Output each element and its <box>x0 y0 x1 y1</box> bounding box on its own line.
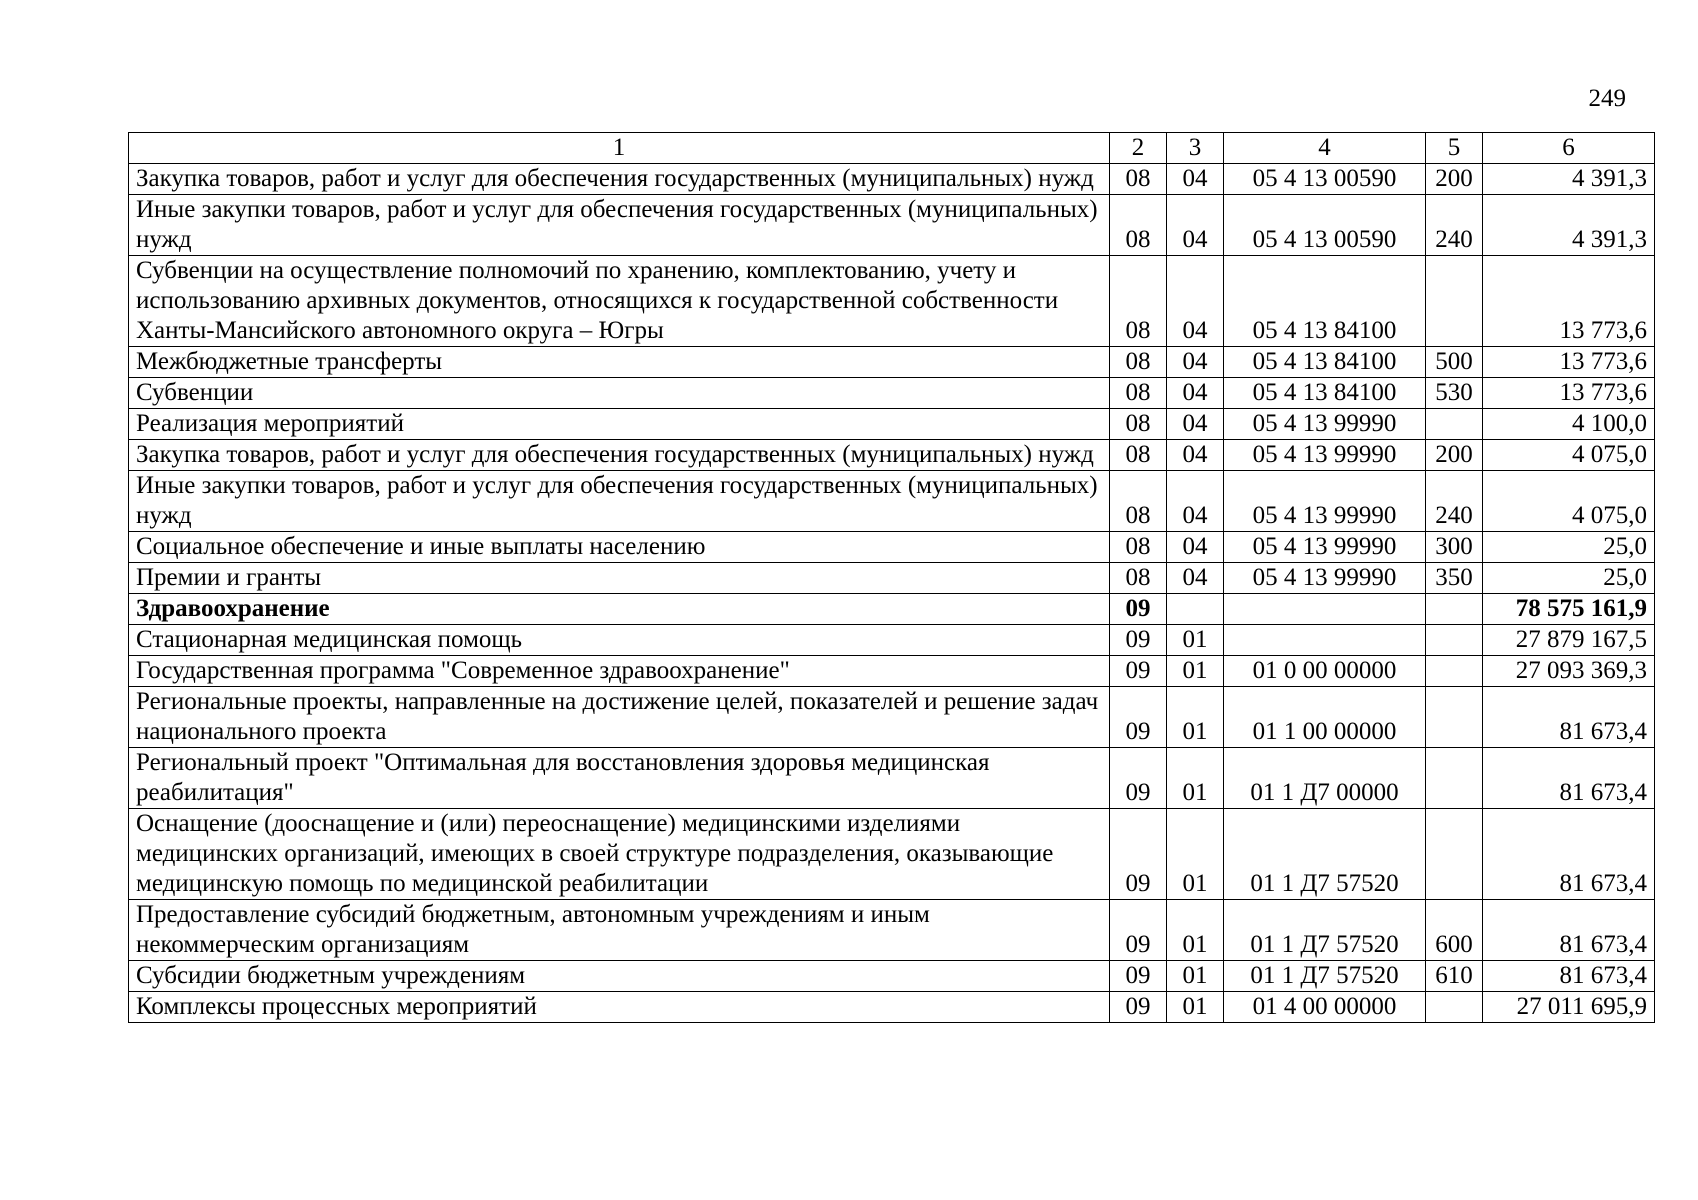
table-row <box>129 440 1655 471</box>
row-amount-cell: 27 879 167,5 <box>1483 625 1655 656</box>
budget-table-body <box>129 133 1655 1023</box>
row-expense-type-cell: 350 <box>1426 563 1483 594</box>
row-name-cell: Закупка товаров, работ и услуг для обеспечения государственных (муниципальных) нужд <box>129 164 1110 195</box>
table-row <box>129 748 1655 809</box>
row-target-code-cell: 05 4 13 00590 <box>1224 164 1426 195</box>
header-cell-6: 6 <box>1483 133 1655 164</box>
row-section-cell: 09 <box>1110 594 1167 625</box>
header-cell-4: 4 <box>1224 133 1426 164</box>
row-amount-cell: 27 011 695,9 <box>1483 992 1655 1023</box>
row-subsection-cell: 04 <box>1167 440 1224 471</box>
table-row <box>129 961 1655 992</box>
row-name-cell: Оснащение (дооснащение и (или) переоснащение) медицинскими изделиями медицинских организаций, имеющих в своей структуре подразделения, оказывающие медицинскую помощь по медицинской реабилитации <box>129 809 1110 900</box>
table-row <box>129 471 1655 532</box>
row-amount-cell: 81 673,4 <box>1483 961 1655 992</box>
header-cell-5: 5 <box>1426 133 1483 164</box>
row-target-code-cell: 01 1 Д7 57520 <box>1224 961 1426 992</box>
row-section-cell: 09 <box>1110 656 1167 687</box>
row-target-code-cell: 05 4 13 99990 <box>1224 532 1426 563</box>
table-row <box>129 656 1655 687</box>
table-row <box>129 378 1655 409</box>
row-amount-cell: 27 093 369,3 <box>1483 656 1655 687</box>
row-expense-type-cell <box>1426 748 1483 809</box>
row-expense-type-cell <box>1426 625 1483 656</box>
row-section-cell: 08 <box>1110 347 1167 378</box>
row-subsection-cell: 04 <box>1167 409 1224 440</box>
row-expense-type-cell: 610 <box>1426 961 1483 992</box>
table-row <box>129 992 1655 1023</box>
row-expense-type-cell: 240 <box>1426 195 1483 256</box>
row-subsection-cell: 01 <box>1167 625 1224 656</box>
row-subsection-cell <box>1167 594 1224 625</box>
row-name-cell: Реализация мероприятий <box>129 409 1110 440</box>
table-row <box>129 900 1655 961</box>
table-row <box>129 563 1655 594</box>
row-subsection-cell: 01 <box>1167 656 1224 687</box>
row-expense-type-cell <box>1426 256 1483 347</box>
row-subsection-cell: 01 <box>1167 900 1224 961</box>
row-expense-type-cell: 500 <box>1426 347 1483 378</box>
row-target-code-cell: 01 1 Д7 00000 <box>1224 748 1426 809</box>
row-subsection-cell: 04 <box>1167 256 1224 347</box>
row-target-code-cell: 05 4 13 84100 <box>1224 256 1426 347</box>
row-expense-type-cell <box>1426 409 1483 440</box>
row-section-cell: 08 <box>1110 195 1167 256</box>
row-section-cell: 08 <box>1110 256 1167 347</box>
row-amount-cell: 25,0 <box>1483 532 1655 563</box>
row-name-cell: Комплексы процессных мероприятий <box>129 992 1110 1023</box>
row-subsection-cell: 01 <box>1167 809 1224 900</box>
row-amount-cell: 13 773,6 <box>1483 347 1655 378</box>
row-expense-type-cell <box>1426 809 1483 900</box>
table-row <box>129 256 1655 347</box>
row-expense-type-cell <box>1426 594 1483 625</box>
row-amount-cell: 81 673,4 <box>1483 748 1655 809</box>
row-section-cell: 09 <box>1110 961 1167 992</box>
table-row <box>129 809 1655 900</box>
header-cell-3: 3 <box>1167 133 1224 164</box>
table-row <box>129 347 1655 378</box>
row-name-cell: Закупка товаров, работ и услуг для обеспечения государственных (муниципальных) нужд <box>129 440 1110 471</box>
row-subsection-cell: 04 <box>1167 471 1224 532</box>
table-row <box>129 409 1655 440</box>
row-target-code-cell: 01 1 Д7 57520 <box>1224 900 1426 961</box>
row-target-code-cell <box>1224 594 1426 625</box>
row-target-code-cell: 05 4 13 00590 <box>1224 195 1426 256</box>
row-amount-cell: 81 673,4 <box>1483 809 1655 900</box>
row-target-code-cell: 05 4 13 99990 <box>1224 440 1426 471</box>
row-amount-cell: 78 575 161,9 <box>1483 594 1655 625</box>
row-name-cell: Субсидии бюджетным учреждениям <box>129 961 1110 992</box>
row-subsection-cell: 04 <box>1167 378 1224 409</box>
row-expense-type-cell: 300 <box>1426 532 1483 563</box>
row-name-cell: Субвенции на осуществление полномочий по хранению, комплектованию, учету и использованию архивных документов, относящихся к государственной собственности Ханты-Мансийского автономного округа – Югры <box>129 256 1110 347</box>
row-section-cell: 08 <box>1110 440 1167 471</box>
row-amount-cell: 25,0 <box>1483 563 1655 594</box>
row-subsection-cell: 01 <box>1167 961 1224 992</box>
row-section-cell: 09 <box>1110 900 1167 961</box>
row-expense-type-cell <box>1426 992 1483 1023</box>
row-section-cell: 08 <box>1110 164 1167 195</box>
row-name-cell: Предоставление субсидий бюджетным, автономным учреждениям и иным некоммерческим организациям <box>129 900 1110 961</box>
row-section-cell: 09 <box>1110 687 1167 748</box>
row-expense-type-cell: 600 <box>1426 900 1483 961</box>
row-target-code-cell: 05 4 13 99990 <box>1224 471 1426 532</box>
row-target-code-cell: 05 4 13 99990 <box>1224 563 1426 594</box>
row-amount-cell: 4 391,3 <box>1483 195 1655 256</box>
row-subsection-cell: 04 <box>1167 347 1224 378</box>
row-section-cell: 09 <box>1110 625 1167 656</box>
row-subsection-cell: 01 <box>1167 992 1224 1023</box>
page-number: 249 <box>1588 85 1626 112</box>
row-target-code-cell: 05 4 13 99990 <box>1224 409 1426 440</box>
row-name-cell: Иные закупки товаров, работ и услуг для обеспечения государственных (муниципальных) нужд <box>129 471 1110 532</box>
row-name-cell: Иные закупки товаров, работ и услуг для обеспечения государственных (муниципальных) нужд <box>129 195 1110 256</box>
row-name-cell: Премии и гранты <box>129 563 1110 594</box>
row-subsection-cell: 01 <box>1167 687 1224 748</box>
row-section-cell: 09 <box>1110 992 1167 1023</box>
row-subsection-cell: 04 <box>1167 532 1224 563</box>
row-expense-type-cell <box>1426 687 1483 748</box>
row-amount-cell: 4 100,0 <box>1483 409 1655 440</box>
table-row <box>129 532 1655 563</box>
table-row <box>129 164 1655 195</box>
header-cell-1: 1 <box>129 133 1110 164</box>
row-amount-cell: 4 075,0 <box>1483 440 1655 471</box>
table-row <box>129 625 1655 656</box>
row-name-cell: Здравоохранение <box>129 594 1110 625</box>
row-target-code-cell: 05 4 13 84100 <box>1224 347 1426 378</box>
row-amount-cell: 4 391,3 <box>1483 164 1655 195</box>
row-expense-type-cell: 200 <box>1426 440 1483 471</box>
row-amount-cell: 81 673,4 <box>1483 687 1655 748</box>
row-amount-cell: 81 673,4 <box>1483 900 1655 961</box>
row-expense-type-cell: 530 <box>1426 378 1483 409</box>
row-subsection-cell: 01 <box>1167 748 1224 809</box>
row-expense-type-cell: 200 <box>1426 164 1483 195</box>
header-cell-2: 2 <box>1110 133 1167 164</box>
table-header-row <box>129 133 1655 164</box>
row-expense-type-cell: 240 <box>1426 471 1483 532</box>
row-name-cell: Региональные проекты, направленные на достижение целей, показателей и решение задач национального проекта <box>129 687 1110 748</box>
row-name-cell: Государственная программа "Современное здравоохранение" <box>129 656 1110 687</box>
row-subsection-cell: 04 <box>1167 563 1224 594</box>
row-name-cell: Региональный проект "Оптимальная для восстановления здоровья медицинская реабилитация" <box>129 748 1110 809</box>
row-subsection-cell: 04 <box>1167 195 1224 256</box>
row-subsection-cell: 04 <box>1167 164 1224 195</box>
row-section-cell: 08 <box>1110 471 1167 532</box>
row-name-cell: Межбюджетные трансферты <box>129 347 1110 378</box>
row-amount-cell: 13 773,6 <box>1483 378 1655 409</box>
row-section-cell: 08 <box>1110 563 1167 594</box>
row-section-cell: 08 <box>1110 378 1167 409</box>
row-section-cell: 08 <box>1110 532 1167 563</box>
row-section-cell: 09 <box>1110 809 1167 900</box>
row-section-cell: 09 <box>1110 748 1167 809</box>
row-amount-cell: 13 773,6 <box>1483 256 1655 347</box>
row-name-cell: Стационарная медицинская помощь <box>129 625 1110 656</box>
row-target-code-cell: 01 4 00 00000 <box>1224 992 1426 1023</box>
table-row <box>129 195 1655 256</box>
row-section-cell: 08 <box>1110 409 1167 440</box>
budget-table <box>128 132 1655 1023</box>
row-target-code-cell: 01 1 00 00000 <box>1224 687 1426 748</box>
row-name-cell: Социальное обеспечение и иные выплаты населению <box>129 532 1110 563</box>
row-amount-cell: 4 075,0 <box>1483 471 1655 532</box>
row-target-code-cell: 05 4 13 84100 <box>1224 378 1426 409</box>
row-target-code-cell: 01 1 Д7 57520 <box>1224 809 1426 900</box>
row-expense-type-cell <box>1426 656 1483 687</box>
table-row <box>129 594 1655 625</box>
row-target-code-cell <box>1224 625 1426 656</box>
table-row <box>129 687 1655 748</box>
row-name-cell: Субвенции <box>129 378 1110 409</box>
row-target-code-cell: 01 0 00 00000 <box>1224 656 1426 687</box>
